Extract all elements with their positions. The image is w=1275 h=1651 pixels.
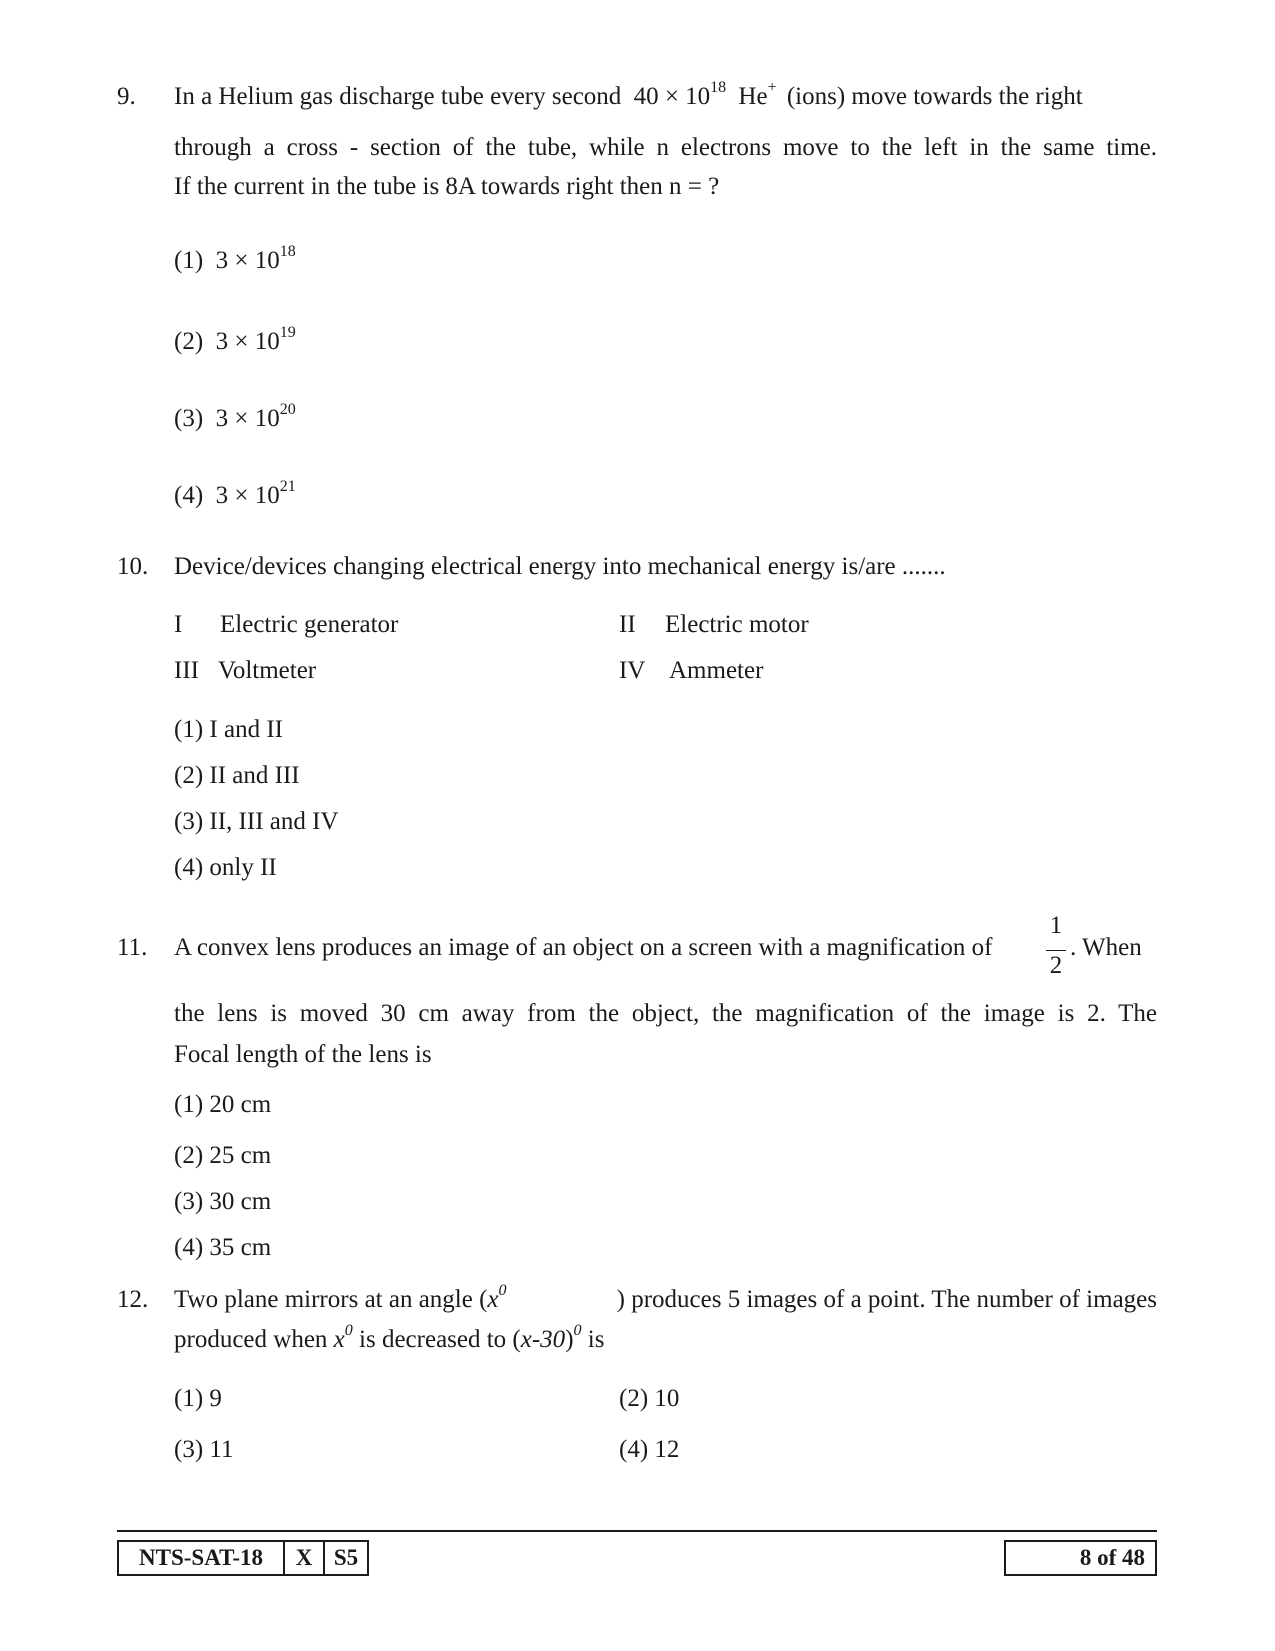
question-text-line: . When — [1070, 934, 1142, 961]
option-item[interactable]: (1) 9 — [174, 1385, 222, 1412]
list-item: I Electric generator — [174, 611, 399, 638]
option-item[interactable]: (4) 12 — [619, 1436, 680, 1463]
question-text-line: Device/devices changing electrical energy into mechanical energy is/are ....... — [174, 553, 946, 580]
question-number: 12. — [117, 1286, 149, 1313]
footer-code-box — [117, 1540, 369, 1576]
question-text-line: In a Helium gas discharge tube every second $40 \times 10^{18}$ He+ (ions) move towards the right — [174, 79, 1083, 110]
list-item: IV Ammeter — [619, 657, 764, 684]
option-item[interactable]: (1) 20 cm — [174, 1091, 272, 1118]
question-text-line: produced when $x^0$ is decreased to $(x-30)^0$ is — [174, 1322, 605, 1353]
option-item[interactable]: (1) $3 \times 10^{18}$ — [174, 243, 296, 274]
class-code: X — [295, 1545, 313, 1570]
question-text-line: If the current in the tube is 8A towards right then n = ? — [174, 173, 720, 200]
subject-code: S5 — [333, 1545, 359, 1570]
ion-count: $40 \times 10^{18}$ — [633, 79, 727, 110]
option-item[interactable]: (3) 11 — [174, 1436, 234, 1463]
list-item: III Voltmeter — [174, 657, 317, 684]
question-text-line: the lens is moved 30 cm away from the object, the magnification of the image is 2. The — [174, 1000, 1157, 1027]
option-item[interactable]: (2) 10 — [619, 1385, 680, 1412]
option-item[interactable]: (4) $3 \times 10^{21}$ — [174, 478, 296, 509]
option-item[interactable]: (3) II, III and IV — [174, 808, 339, 835]
question-text-line: through a cross - section of the tube, while n electrons move to the left in the same time. — [174, 134, 1157, 161]
option-item[interactable]: (3) 30 cm — [174, 1188, 272, 1215]
fraction-one-half: 1 2 — [1044, 912, 1068, 976]
question-number: 9. — [117, 83, 136, 110]
option-item[interactable]: (3) $3 \times 10^{20}$ — [174, 401, 296, 432]
option-item[interactable]: (1) I and II — [174, 716, 283, 743]
question-number: 10. — [117, 553, 149, 580]
question-number: 11. — [117, 934, 148, 961]
option-item[interactable]: (2) $3 \times 10^{19}$ — [174, 324, 296, 355]
option-item[interactable]: (4) only II — [174, 854, 277, 881]
question-text-line: Two plane mirrors at an angle ($x^0$ ) produces 5 images of a point. The number of images — [174, 1282, 1157, 1313]
footer-divider — [117, 1530, 1157, 1532]
list-item: II Electric motor — [619, 611, 809, 638]
question-text-line: A convex lens produces an image of an object on a screen with a magnification of — [174, 934, 993, 961]
page-number: 8 of 48 — [1004, 1540, 1157, 1576]
ion-symbol: He+ — [738, 79, 777, 110]
option-item[interactable]: (2) 25 cm — [174, 1142, 272, 1169]
option-item[interactable]: (2) II and III — [174, 762, 300, 789]
exam-code: NTS-SAT-18 — [139, 1545, 263, 1570]
question-text-line: Focal length of the lens is — [174, 1041, 432, 1068]
option-item[interactable]: (4) 35 cm — [174, 1234, 272, 1261]
